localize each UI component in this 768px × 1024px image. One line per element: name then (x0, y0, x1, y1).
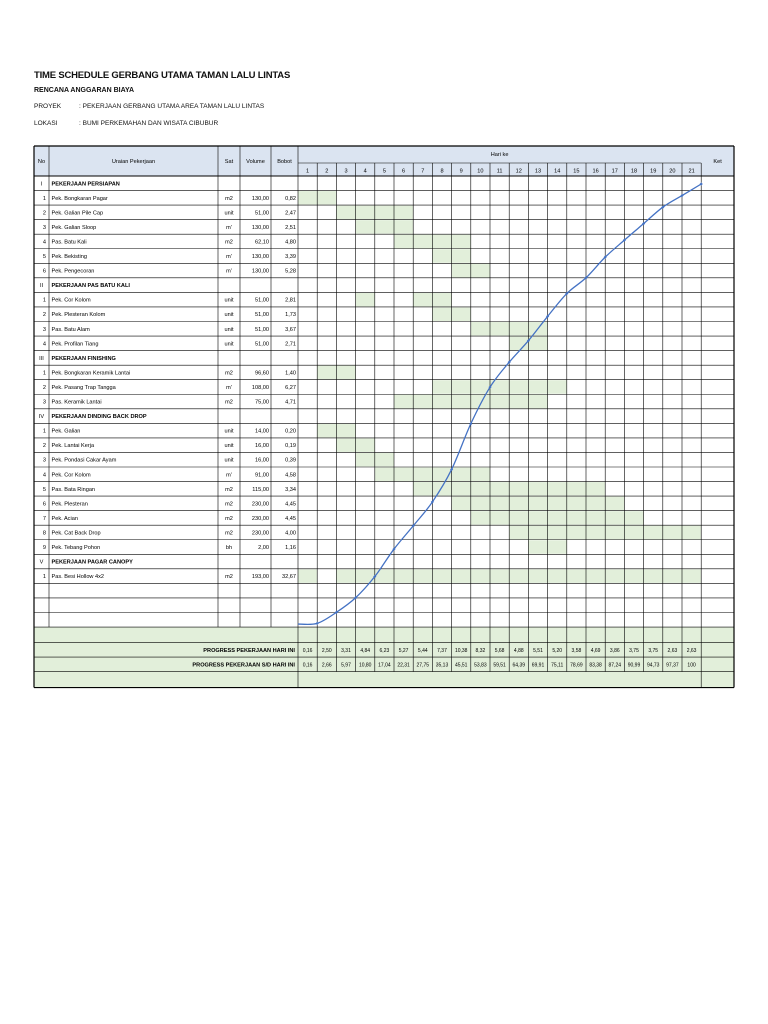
item-no: 7 (42, 515, 46, 522)
progress-today-value: 5,68 (494, 647, 505, 654)
section-no: IV (38, 414, 45, 421)
progress-today-value: 5,51 (533, 647, 543, 654)
section-no: V (39, 559, 44, 566)
header-day: 18 (630, 168, 638, 175)
item-no: 5 (42, 486, 46, 493)
item-bobot: 4,58 (285, 472, 296, 479)
item-no: 2 (42, 443, 46, 450)
progress-cum-value: 22,31 (397, 662, 410, 669)
item-volume: 193,00 (251, 574, 269, 581)
item-volume: 16,00 (255, 457, 269, 464)
item-sat: m' (226, 268, 232, 275)
item-volume: 51,00 (255, 312, 269, 319)
progress-cum-value: 87,24 (608, 662, 622, 669)
item-sat: bh (225, 545, 233, 552)
item-label: Pek. Bekisting (51, 254, 87, 261)
item-label: Pek. Acian (51, 515, 78, 522)
item-bobot: 5,28 (285, 268, 296, 275)
item-bobot: 3,67 (285, 326, 296, 333)
header-day: 3 (344, 168, 348, 175)
item-label: Pek. Cat Back Drop (51, 530, 101, 537)
progress-today-value: 8,32 (475, 647, 486, 654)
item-sat: unit (224, 428, 234, 435)
item-sat: m2 (225, 399, 233, 406)
section-label: PEKERJAAN PERSIAPAN (51, 181, 120, 188)
item-volume: 14,00 (255, 428, 269, 435)
progress-today-value: 4,84 (360, 647, 371, 654)
header-bobot: Bobot (277, 159, 292, 165)
item-volume: 130,00 (251, 224, 269, 231)
item-bobot: 4,80 (285, 239, 296, 246)
item-bobot: 4,71 (285, 399, 296, 406)
header-day: 6 (402, 168, 406, 175)
section-label: PEKERJAAN DINDING BACK DROP (51, 414, 147, 421)
header-day: 5 (382, 168, 386, 175)
header-day: 4 (363, 168, 367, 175)
item-label: Pek. Cor Kolom (51, 472, 91, 479)
item-no: 3 (42, 326, 46, 333)
item-volume: 62,10 (255, 239, 269, 246)
item-no: 2 (42, 312, 46, 319)
item-bobot: 4,45 (285, 515, 296, 522)
item-label: Pek. Tebang Pohon (51, 545, 101, 552)
progress-cum-value: 97,37 (666, 662, 679, 669)
progress-today-value: 2,63 (686, 647, 697, 654)
item-no: 9 (42, 545, 46, 552)
item-label: Pek. Galian (51, 428, 81, 435)
item-bobot: 0,20 (285, 428, 296, 435)
item-label: Pek. Lantai Kerja (51, 443, 95, 450)
item-no: 4 (42, 472, 46, 479)
item-bobot: 32,67 (282, 574, 296, 581)
item-label: Pas. Besi Hollow 4x2 (51, 574, 105, 581)
section-label: PEKERJAAN FINISHING (51, 355, 116, 362)
item-bobot: 1,40 (285, 370, 296, 377)
header-day: 1 (306, 168, 310, 175)
item-label: Pek. Bongkaran Keramik Lantai (51, 370, 131, 377)
progress-today-value: 3,58 (571, 647, 582, 654)
progress-cum-value: 27,75 (416, 662, 430, 669)
header-ket: Ket (713, 159, 722, 165)
page-title: TIME SCHEDULE GERBANG UTAMA TAMAN LALU LINTAS (34, 70, 291, 81)
item-volume: 2,00 (258, 545, 269, 552)
progress-today-value: 6,23 (379, 647, 390, 654)
item-no: 3 (42, 399, 46, 406)
item-no: 2 (42, 384, 46, 391)
item-no: 1 (42, 428, 46, 435)
progress-cum-value: 100 (687, 662, 696, 669)
item-sat: m' (226, 254, 232, 261)
progress-today-value: 0,16 (302, 647, 313, 654)
progress-cum-value: 45,51 (454, 662, 468, 669)
item-sat: unit (224, 326, 234, 333)
location-value: : BUMI PERKEMAHAN DAN WISATA CIBUBUR (79, 120, 219, 127)
item-volume: 230,00 (251, 530, 269, 537)
page-subtitle: RENCANA ANGGARAN BIAYA (34, 87, 135, 94)
item-label: Pek. Galian Pile Cap (51, 210, 104, 217)
header-day: 19 (650, 168, 657, 175)
header-day: 15 (573, 168, 580, 175)
item-bobot: 0,39 (285, 457, 296, 464)
item-bobot: 0,82 (285, 195, 296, 202)
item-no: 1 (42, 297, 46, 304)
header-volume: Volume (246, 159, 265, 165)
gantt-bar (471, 511, 644, 525)
item-no: 8 (42, 530, 46, 537)
gantt-bar (298, 569, 317, 583)
progress-cum-label: PROGRESS PEKERJAAN S/D HARI INI (192, 662, 295, 669)
item-label: Pek. Cor Kolom (51, 297, 91, 304)
header-day: 21 (688, 168, 695, 175)
progress-cum-value: 53,83 (474, 662, 487, 669)
item-label: Pek. Pasang Trap Tangga (51, 384, 116, 391)
item-volume: 75,00 (255, 399, 269, 406)
progress-cum-value: 0,16 (302, 662, 313, 669)
item-bobot: 1,16 (285, 545, 296, 552)
item-sat: m' (226, 472, 232, 479)
item-label: Pek. Profilan Tiang (51, 341, 99, 348)
progress-cum-value: 94,73 (646, 662, 660, 669)
item-no: 1 (42, 195, 46, 202)
item-volume: 230,00 (251, 515, 269, 522)
item-bobot: 6,27 (285, 384, 296, 391)
item-bobot: 3,39 (285, 254, 296, 261)
project-value: : PEKERJAAN GERBANG UTAMA AREA TAMAN LALU LINTAS (79, 103, 265, 110)
item-label: Pas. Batu Alam (51, 326, 90, 333)
header-day: 11 (496, 168, 503, 175)
header-day: 8 (440, 168, 444, 175)
item-sat: m2 (225, 530, 233, 537)
item-volume: 51,00 (255, 326, 269, 333)
item-no: 6 (42, 501, 46, 508)
gantt-bar (356, 220, 414, 234)
item-label: Pek. Pondasi Cakar Ayam (51, 457, 117, 464)
item-label: Pek. Bongkaran Pagar (51, 195, 108, 202)
item-no: 4 (42, 341, 46, 348)
item-no: 2 (42, 210, 46, 217)
progress-cum-value: 17,04 (378, 662, 391, 669)
header-day: 13 (534, 168, 542, 175)
item-volume: 51,00 (255, 297, 269, 304)
item-label: Pas. Keramik Lantai (51, 399, 102, 406)
item-bobot: 4,45 (285, 501, 296, 508)
item-sat: unit (224, 341, 234, 348)
item-volume: 108,00 (251, 384, 269, 391)
progress-today-value: 7,37 (437, 647, 447, 654)
item-volume: 130,00 (251, 268, 269, 275)
gantt-bar (336, 569, 701, 583)
item-volume: 130,00 (251, 195, 269, 202)
progress-today-value: 5,27 (398, 647, 409, 654)
item-sat: unit (224, 210, 234, 217)
progress-today-value: 3,31 (341, 647, 351, 654)
header-day: 2 (325, 168, 329, 175)
item-sat: m2 (225, 486, 233, 493)
item-sat: m2 (225, 515, 233, 522)
item-label: Pek. Galian Sloop (51, 224, 97, 231)
item-sat: m2 (225, 501, 233, 508)
header-uraian: Uraian Pekerjaan (111, 159, 156, 165)
item-sat: unit (224, 457, 234, 464)
item-volume: 130,00 (251, 254, 269, 261)
item-label: Pas. Bata Ringan (51, 486, 96, 493)
item-no: 6 (42, 268, 46, 275)
header-day: 14 (554, 168, 561, 175)
header-hari-ke: Hari ke (490, 152, 509, 158)
progress-today-value: 4,69 (590, 647, 601, 654)
item-sat: m' (226, 224, 232, 231)
progress-today-label: PROGRESS PEKERJAAN HARI INI (203, 647, 295, 654)
item-sat: m' (226, 384, 232, 391)
progress-today-value: 4,88 (513, 647, 524, 654)
item-bobot: 2,47 (285, 210, 296, 217)
s-curve-point (316, 622, 319, 625)
header-day: 16 (592, 168, 599, 175)
item-volume: 96,60 (255, 370, 269, 377)
item-volume: 16,00 (255, 443, 269, 450)
item-no: 3 (42, 224, 46, 231)
header-day: 20 (669, 168, 676, 175)
progress-today-value: 3,86 (609, 647, 620, 654)
item-no: 1 (42, 370, 46, 377)
header-day: 12 (515, 168, 522, 175)
progress-today-value: 10,38 (454, 647, 468, 654)
item-sat: unit (224, 443, 234, 450)
item-no: 4 (42, 239, 46, 246)
section-label: PEKERJAAN PAGAR CANOPY (51, 559, 133, 566)
progress-cum-value: 59,51 (493, 662, 506, 669)
progress-today-value: 5,20 (552, 647, 563, 654)
item-label: Pas. Batu Kali (51, 239, 87, 246)
item-bobot: 2,81 (285, 297, 296, 304)
item-bobot: 2,71 (285, 341, 296, 348)
item-no: 5 (42, 254, 46, 261)
header-sat: Sat (224, 159, 234, 165)
item-sat: m2 (225, 574, 233, 581)
progress-today-value: 3,75 (629, 647, 639, 654)
progress-cum-value: 78,69 (570, 662, 583, 669)
header-day: 10 (477, 168, 484, 175)
project-key: PROYEK (34, 103, 62, 110)
progress-today-value: 2,63 (667, 647, 678, 654)
item-sat: m2 (225, 239, 233, 246)
section-no: II (39, 283, 44, 290)
item-label: Pek. Pengecoran (51, 268, 95, 275)
progress-cum-value: 83,38 (589, 662, 602, 669)
progress-cum-value: 69,91 (531, 662, 545, 669)
progress-cum-value: 35,13 (435, 662, 449, 669)
item-no: 1 (42, 574, 46, 581)
item-bobot: 0,19 (285, 443, 296, 450)
item-sat: m2 (225, 370, 233, 377)
item-volume: 91,00 (255, 472, 269, 479)
progress-cum-value: 90,99 (627, 662, 641, 669)
item-sat: unit (224, 312, 234, 319)
header-no: No (37, 159, 46, 165)
progress-cum-value: 5,97 (341, 662, 351, 669)
gantt-bar (432, 380, 566, 394)
progress-today-value: 2,50 (321, 647, 332, 654)
item-bobot: 2,51 (285, 224, 296, 231)
item-volume: 51,00 (255, 341, 269, 348)
progress-cum-value: 64,39 (512, 662, 526, 669)
gantt-bar (356, 293, 375, 307)
item-bobot: 4,00 (285, 530, 296, 537)
progress-today-value: 3,75 (648, 647, 659, 654)
progress-cum-value: 75,11 (551, 662, 564, 669)
progress-cum-value: 2,66 (321, 662, 332, 669)
header-day: 17 (611, 168, 618, 175)
gantt-bar (452, 497, 625, 511)
progress-cum-value: 10,80 (358, 662, 372, 669)
item-sat: unit (224, 297, 234, 304)
item-volume: 51,00 (255, 210, 269, 217)
section-no: I (40, 181, 43, 188)
item-volume: 230,00 (251, 501, 269, 508)
item-volume: 115,00 (252, 486, 269, 493)
section-no: III (39, 355, 44, 362)
header-day: 9 (459, 168, 463, 175)
location-key: LOKASI (34, 120, 58, 127)
item-sat: m2 (225, 195, 233, 202)
header-day: 7 (421, 168, 425, 175)
progress-today-value: 5,44 (417, 647, 428, 654)
item-label: Pek. Plesteran Kolom (51, 312, 106, 319)
item-no: 3 (42, 457, 46, 464)
item-label: Pek. Plesteran (51, 501, 88, 508)
section-label: PEKERJAAN PAS BATU KALI (51, 283, 130, 290)
item-bobot: 1,73 (285, 312, 296, 319)
item-bobot: 3,34 (285, 486, 296, 493)
